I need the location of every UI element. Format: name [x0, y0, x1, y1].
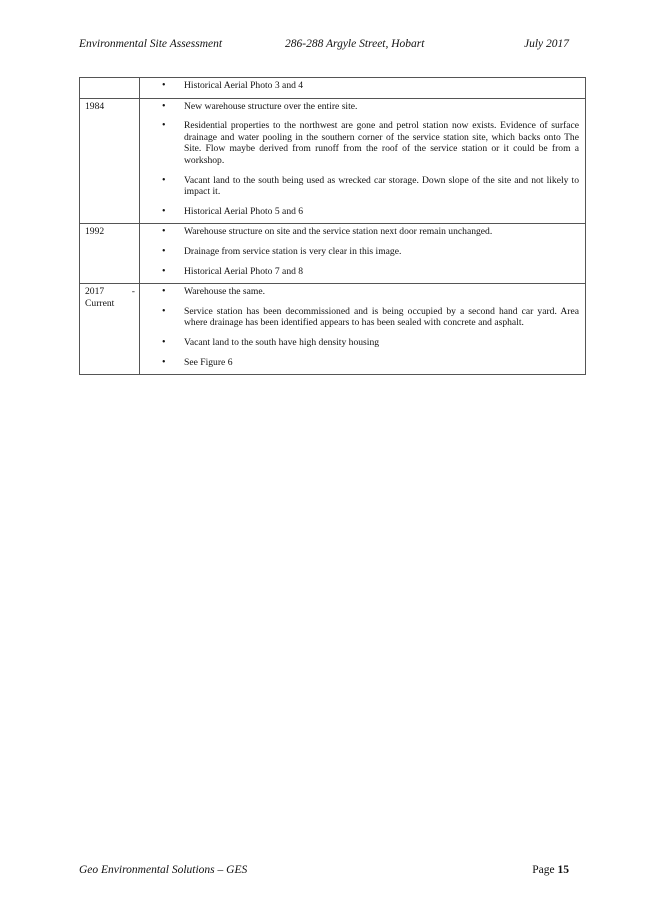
list-item: • Vacant land to the south being used as wrecked car storage. Down slope of the site and not likely to impact it.: [140, 175, 579, 198]
list-item: • Drainage from service station is very clear in this image.: [140, 246, 579, 258]
year-cell: [80, 284, 140, 375]
observations-cell: [140, 284, 586, 375]
header-document-title: Environmental Site Assessment: [79, 38, 223, 50]
table-row: [80, 98, 586, 224]
year-cell: [80, 78, 140, 99]
list-item: • New warehouse structure over the entire site.: [140, 101, 579, 113]
year-dash: -: [131, 286, 135, 298]
page-header: [79, 38, 569, 54]
page-number: 15: [557, 864, 569, 876]
list-item: • Historical Aerial Photo 5 and 6: [140, 206, 579, 218]
year-cell: [80, 98, 140, 224]
list-item: • Residential properties to the northwest are gone and petrol station now exists. Evidence of surface drainage and water pooling in the southern corner of the service station site, which backs onto The Site. Flow maybe derived from runoff from the roof of the service station or it could be from a workshop.: [140, 120, 579, 166]
list-item: • Historical Aerial Photo 3 and 4: [140, 80, 579, 92]
list-item: • Service station has been decommissioned and is being occupied by a second hand car yard. Area where drainage has been identified appears to has been sealed with concrete and asphalt.: [140, 306, 579, 329]
table-row: [80, 224, 586, 284]
historical-aerial-photo-table: [79, 77, 586, 375]
year-cell: [80, 224, 140, 284]
table-row: [80, 284, 586, 375]
footer-page: [532, 864, 569, 876]
year-label-line2: Current: [85, 297, 115, 309]
page-label: Page: [532, 864, 555, 876]
observations-cell: [140, 98, 586, 224]
list-item: • Warehouse structure on site and the service station next door remain unchanged.: [140, 226, 579, 238]
observations-cell: [140, 78, 586, 99]
observations-cell: [140, 224, 586, 284]
page-footer: [79, 864, 569, 880]
list-item: • See Figure 6: [140, 357, 579, 369]
header-site-address: 286-288 Argyle Street, Hobart: [285, 38, 425, 50]
list-item: • Vacant land to the south have high density housing: [140, 337, 579, 349]
year-label: 1984: [85, 100, 105, 112]
table-row: [80, 78, 586, 99]
list-item: • Warehouse the same.: [140, 286, 579, 298]
year-label: 2017: [85, 286, 105, 298]
header-date: July 2017: [523, 38, 569, 50]
year-label: 1992: [85, 226, 105, 238]
list-item: • Historical Aerial Photo 7 and 8: [140, 266, 579, 278]
footer-company: Geo Environmental Solutions – GES: [79, 864, 248, 876]
